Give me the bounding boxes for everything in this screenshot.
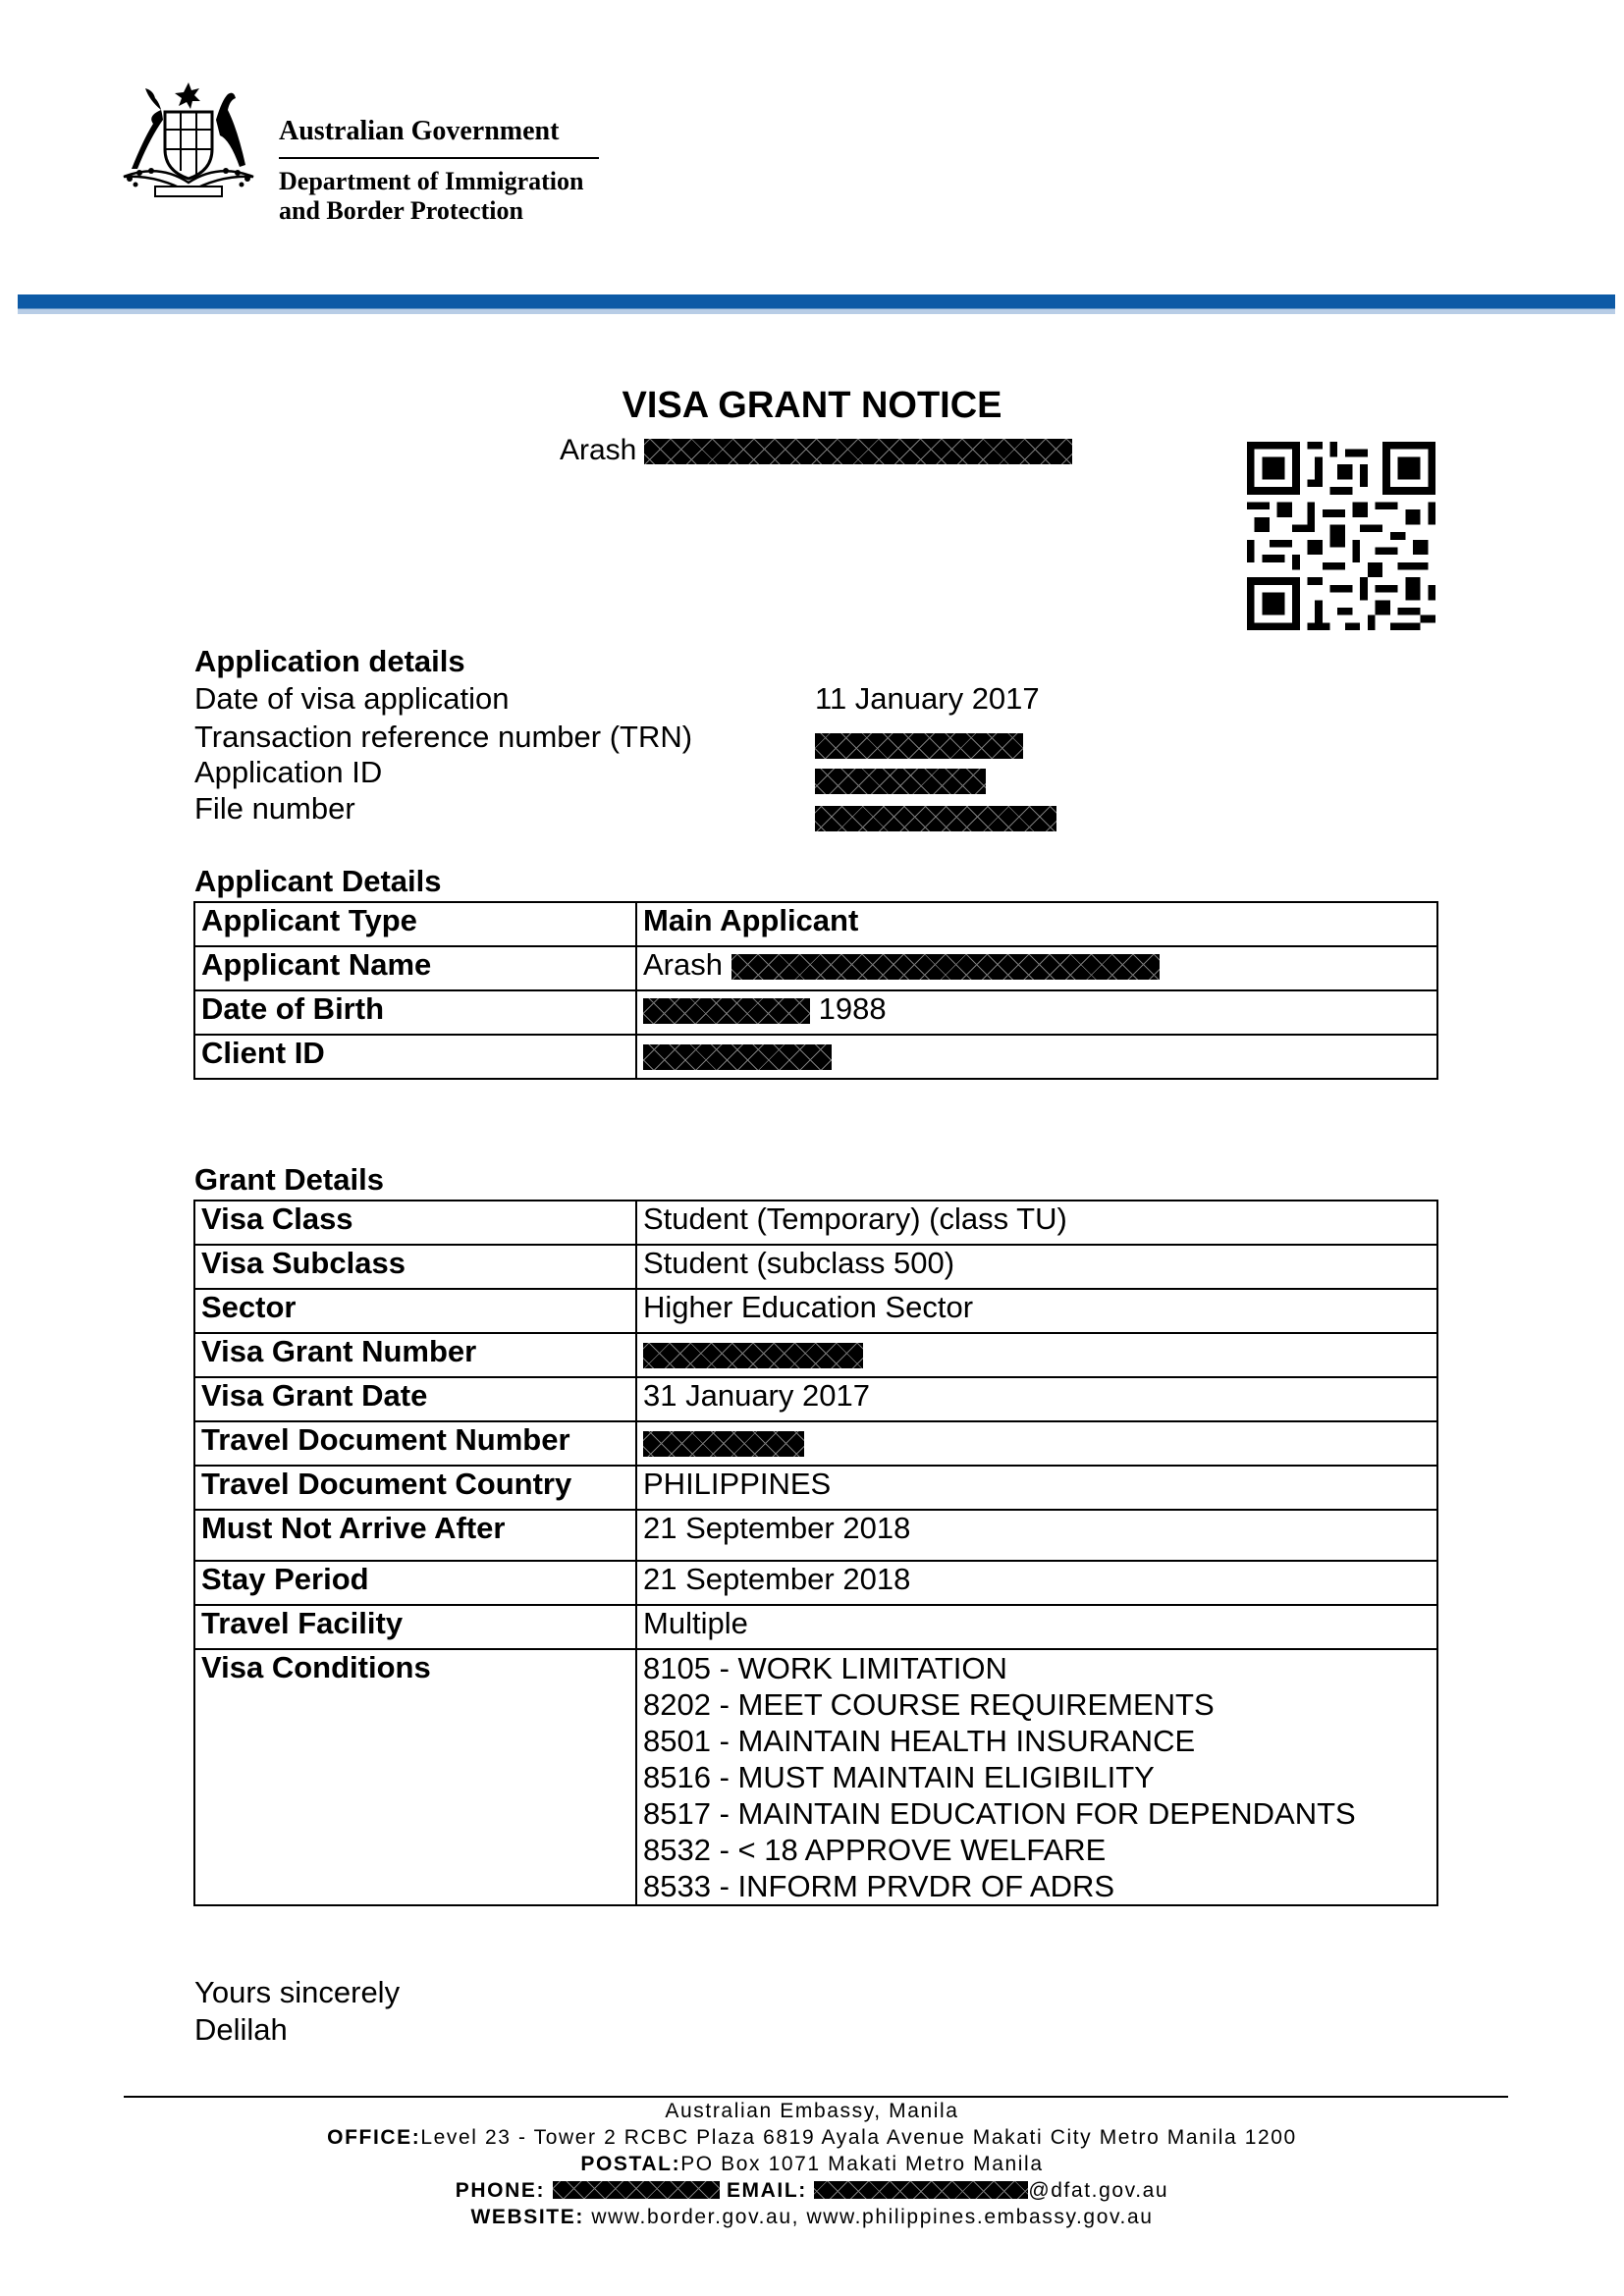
redacted-surname [644, 439, 1072, 464]
table-row [194, 902, 1437, 946]
closing-salutation: Yours sincerely [194, 1975, 401, 2009]
website-links: www.border.gov.au, www.philippines.embassy.gov.au [583, 2206, 1154, 2228]
office-address: Level 23 - Tower 2 RCBC Plaza 6819 Ayala Avenue Makati City Metro Manila 1200 [420, 2126, 1297, 2149]
qr-code-icon [1247, 442, 1435, 630]
applicant-name-value [636, 946, 1437, 990]
table-row [194, 990, 1437, 1035]
table-row [194, 1421, 1437, 1466]
applicant-type-value: Main Applicant [636, 902, 1437, 946]
table-row [194, 1035, 1437, 1079]
applicant-details-table [193, 901, 1438, 1080]
visa-grant-number-label: Visa Grant Number [194, 1333, 636, 1377]
travel-facility-label: Travel Facility [194, 1605, 636, 1649]
visa-condition: 8532 - < 18 APPROVE WELFARE [643, 1833, 1107, 1867]
table-row [194, 1510, 1437, 1561]
application-date-value: 11 January 2017 [815, 681, 1040, 716]
table-row [194, 1289, 1437, 1333]
redacted-birth-day-month [643, 998, 810, 1024]
table-row [194, 1605, 1437, 1649]
visa-subclass-label: Visa Subclass [194, 1245, 636, 1289]
office-label: OFFICE: [327, 2126, 421, 2149]
applicant-type-label: Applicant Type [194, 902, 636, 946]
visa-condition: 8501 - MAINTAIN HEALTH INSURANCE [643, 1724, 1196, 1758]
application-details-heading: Application details [194, 644, 465, 678]
travel-document-country-label: Travel Document Country [194, 1466, 636, 1510]
travel-document-number-value [636, 1421, 1437, 1466]
footer-contact [0, 2179, 1624, 2203]
visa-condition: 8202 - MEET COURSE REQUIREMENTS [643, 1687, 1215, 1722]
birth-year: 1988 [818, 991, 887, 1026]
applicant-name-label: Applicant Name [194, 946, 636, 990]
sector-label: Sector [194, 1289, 636, 1333]
visa-condition: 8517 - MAINTAIN EDUCATION FOR DEPENDANTS [643, 1796, 1356, 1831]
visa-condition: 8105 - WORK LIMITATION [643, 1651, 1007, 1685]
visa-grant-date-value: 31 January 2017 [636, 1377, 1437, 1421]
department-name-line2: and Border Protection [279, 196, 523, 225]
table-row [194, 1333, 1437, 1377]
postal-label: POSTAL: [580, 2153, 681, 2175]
applicant-details-heading: Applicant Details [194, 864, 442, 898]
date-of-birth-label: Date of Birth [194, 990, 636, 1035]
visa-class-label: Visa Class [194, 1201, 636, 1245]
travel-facility-value: Multiple [636, 1605, 1437, 1649]
redacted-application-id [815, 769, 986, 794]
client-id-value [636, 1035, 1437, 1079]
application-id-label: Application ID [194, 755, 383, 789]
redacted-client-id [643, 1044, 832, 1070]
footer-embassy: Australian Embassy, Manila [665, 2100, 959, 2122]
department-name-line1: Department of Immigration [279, 167, 584, 195]
footer-postal [0, 2153, 1624, 2176]
file-number-label: File number [194, 791, 355, 826]
application-date-label: Date of visa application [194, 681, 510, 716]
table-row [194, 1377, 1437, 1421]
visa-conditions-label: Visa Conditions [194, 1649, 636, 1905]
date-of-birth-value [636, 990, 1437, 1035]
visa-conditions-value [636, 1649, 1437, 1905]
footer-rule [124, 2096, 1508, 2098]
redacted-email [814, 2181, 1028, 2199]
header-rule [279, 157, 599, 159]
footer-office [0, 2126, 1624, 2150]
redacted-phone [553, 2181, 720, 2199]
redacted-file-number [815, 806, 1056, 831]
stay-period-value: 21 September 2018 [636, 1561, 1437, 1605]
table-row [194, 1245, 1437, 1289]
file-number-value [815, 799, 1056, 834]
table-row [194, 1466, 1437, 1510]
grant-details-heading: Grant Details [194, 1162, 384, 1197]
trn-label: Transaction reference number (TRN) [194, 720, 693, 754]
must-not-arrive-after-label: Must Not Arrive After [194, 1510, 636, 1561]
phone-label: PHONE: [455, 2179, 546, 2202]
visa-condition: 8533 - INFORM PRVDR OF ADRS [643, 1869, 1115, 1903]
redacted-grant-number [643, 1343, 863, 1368]
client-id-label: Client ID [194, 1035, 636, 1079]
travel-document-country-value: PHILIPPINES [636, 1466, 1437, 1510]
table-row [194, 1201, 1437, 1245]
must-not-arrive-after-value: 21 September 2018 [636, 1510, 1437, 1561]
website-label: WEBSITE: [470, 2206, 584, 2228]
addressee-name [560, 434, 1072, 467]
visa-subclass-value: Student (subclass 500) [636, 1245, 1437, 1289]
redacted-travel-document-number [643, 1431, 804, 1457]
page-title: VISA GRANT NOTICE [622, 385, 1002, 426]
visa-grant-number-value [636, 1333, 1437, 1377]
application-id-value [815, 762, 986, 797]
trn-value [815, 726, 1023, 762]
table-row [194, 1561, 1437, 1605]
visa-class-value: Student (Temporary) (class TU) [636, 1201, 1437, 1245]
redacted-surname [731, 954, 1160, 980]
grant-details-table [193, 1200, 1438, 1906]
stay-period-label: Stay Period [194, 1561, 636, 1605]
government-name: Australian Government [279, 116, 560, 146]
redacted-trn [815, 733, 1023, 759]
sector-value: Higher Education Sector [636, 1289, 1437, 1333]
table-row [194, 1649, 1437, 1905]
applicant-first-name: Arash [643, 947, 723, 982]
header-band [18, 294, 1615, 314]
postal-address: PO Box 1071 Makati Metro Manila [680, 2153, 1044, 2175]
visa-grant-date-label: Visa Grant Date [194, 1377, 636, 1421]
addressee-first-name: Arash [560, 434, 637, 466]
table-row [194, 946, 1437, 990]
coat-of-arms-icon [110, 80, 267, 203]
travel-document-number-label: Travel Document Number [194, 1421, 636, 1466]
footer-website [0, 2206, 1624, 2229]
email-label: EMAIL: [726, 2179, 807, 2202]
signer-name: Delilah [194, 2012, 288, 2047]
email-domain: @dfat.gov.au [1028, 2179, 1169, 2202]
visa-condition: 8516 - MUST MAINTAIN ELIGIBILITY [643, 1760, 1155, 1794]
